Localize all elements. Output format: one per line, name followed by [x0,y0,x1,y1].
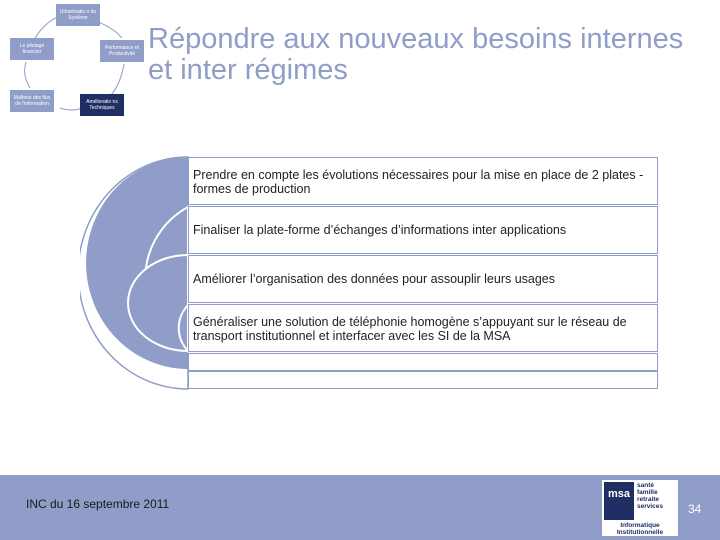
msa-logo [602,480,678,536]
footer-date: INC du 16 septembre 2011 [26,497,170,511]
list-item [188,371,658,389]
list-item: Finaliser la plate-forme d’échanges d’informations inter applications [188,206,658,254]
list-item: Améliorer l’organisation des données pour assouplir leurs usages [188,255,658,303]
cycle-node: Le pilotage financier [10,38,54,60]
page-title: Répondre aux nouveaux besoins internes et inter régimes [148,23,684,86]
cycle-node: Urbanisatio n du Système [56,4,100,26]
cycle-node: Maîtrise des flux de l'information [10,90,54,112]
page-number: 34 [688,502,702,516]
msa-logo-mark: msa [604,482,634,520]
concentric-arcs [80,155,190,391]
list-item [188,353,658,371]
cycle-diagram [0,0,150,120]
list-item: Généraliser une solution de téléphonie homogène s’appuyant sur le réseau de transport institutionnel et interfacer avec les SI de la MSA [188,304,658,352]
cycle-node: Amélioratio ns Techniques [80,94,124,116]
msa-logo-subtitle: Informatique Institutionnelle [616,522,664,536]
msa-logo-tagline: santé famille retraite services [637,482,664,510]
cycle-node: Performance et Productivité [100,40,144,62]
list-item: Prendre en compte les évolutions nécessaires pour la mise en place de 2 plates -formes de production [188,157,658,205]
